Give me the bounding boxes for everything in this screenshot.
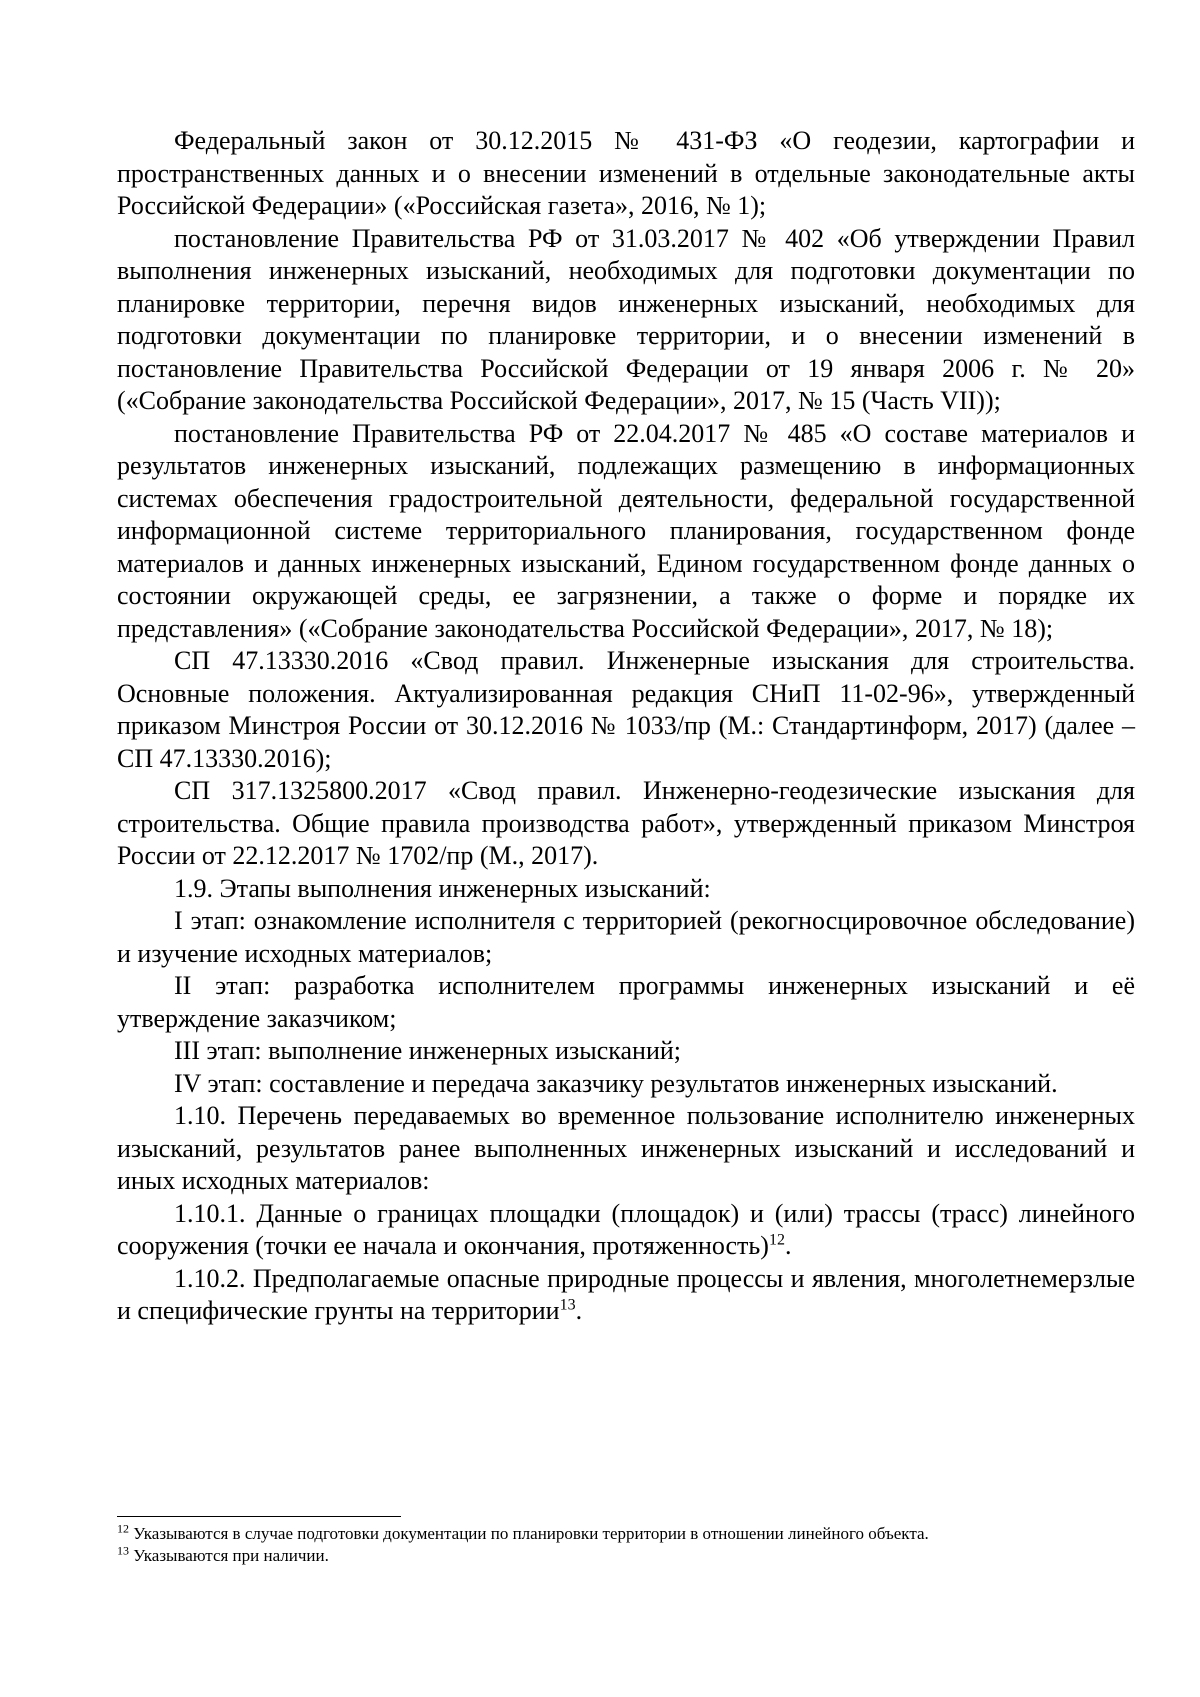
footnotes [117, 1523, 1135, 1567]
footnote-12 [117, 1523, 1135, 1545]
paragraph-stage-3 [117, 1035, 1135, 1068]
paragraph-text: постановление Правительства РФ от 31.03.2017 № 402 «Об утверждении Правил выполнения инженерных изысканий, необходимых для подготовки документации по планировке территории, перечня видов инженерных изысканий, необходимых для подготовки документации по планировке территории, и о внесении изменений в постановление Правительства Российской Федерации от 19 января 2006 г. № 20» («Собрание законодательства Российской Федерации», 2017, № 15 (Часть VII)); [117, 223, 1135, 415]
paragraph-text: СП 317.1325800.2017 «Свод правил. Инженерно-геодезические изыскания для строительства. Общие правила производства работ», утвержденный приказом Минстроя России от 22.12.2017 № 1702/пр (М., 2017). [117, 776, 1135, 870]
paragraph-text: 1.9. Этапы выполнения инженерных изысканий: [174, 873, 711, 903]
footnote-mark: 12 [117, 1521, 129, 1536]
paragraph-section-1-10 [117, 1100, 1135, 1198]
footnote-text: Указываются при наличии. [129, 1546, 329, 1565]
paragraph-text: Федеральный закон от 30.12.2015 № 431-ФЗ «О геодезии, картографии и пространственных данных и о внесении изменений в отдельные законодательные акты Российской Федерации» («Российская газета», 2016, № 1); [117, 126, 1135, 220]
footnote-reference-13[interactable]: 13 [559, 1296, 576, 1314]
footnote-13 [117, 1545, 1135, 1567]
paragraph-text: 1.10. Перечень передаваемых во временное пользование исполнителю инженерных изысканий, результатов ранее выполненных инженерных изысканий и исследований и иных исходных материалов: [117, 1101, 1135, 1195]
paragraph-text: I этап: ознакомление исполнителя с территорией (рекогносцировочное обследование) и изучение исходных материалов; [117, 906, 1135, 968]
paragraph-law-431 [117, 125, 1135, 223]
paragraph-text: III этап: выполнение инженерных изысканий; [174, 1036, 682, 1065]
paragraph-section-1-9 [117, 873, 1135, 906]
paragraph-sp-317 [117, 775, 1135, 873]
footnote-separator [117, 1516, 401, 1517]
paragraph-text: постановление Правительства РФ от 22.04.2017 № 485 «О составе материалов и результатов инженерных изысканий, подлежащих размещению в информационных системах обеспечения градостроительной деятельности, федеральной государственной информационной системе территориального планирования, государственном фонде материалов и данных инженерных изысканий, Едином государственном фонде данных о состоянии окружающей среды, ее загрязнении, а также о форме и порядке их представления» («Собрание законодательства Российской Федерации», 2017, № 18); [117, 418, 1135, 643]
footnote-mark: 13 [117, 1543, 129, 1558]
paragraph-sp-47 [117, 645, 1135, 775]
paragraph-text: СП 47.13330.2016 «Свод правил. Инженерные изыскания для строительства. Основные положения. Актуализированная редакция СНиП 11-02-96», утвержденный приказом Минстроя России от 30.12.2016 № 1033/пр (М.: Стандартинформ, 2017) (далее – СП 47.13330.2016); [117, 646, 1135, 773]
paragraph-stage-2 [117, 970, 1135, 1035]
paragraph-section-1-10-1 [117, 1198, 1135, 1263]
paragraph-tail: . [784, 1231, 792, 1260]
document-body [117, 125, 1135, 1328]
footnote-reference-12[interactable]: 12 [768, 1231, 785, 1249]
paragraph-text: IV этап: составление и передача заказчику результатов инженерных изысканий. [174, 1068, 1058, 1098]
paragraph-text: II этап: разработка исполнителем программы инженерных изысканий и её утверждение заказчиком; [117, 971, 1135, 1033]
paragraph-tail: . [575, 1296, 583, 1325]
paragraph-stage-1 [117, 905, 1135, 970]
footnote-text: Указываются в случае подготовки документации по планировки территории в отношении линейного объекта. [129, 1524, 929, 1543]
paragraph-section-1-10-2 [117, 1263, 1135, 1328]
paragraph-text: 1.10.2. Предполагаемые опасные природные процессы и явления, многолетнемерзлые и специфические грунты на территории [117, 1263, 1135, 1325]
paragraph-decree-402 [117, 223, 1135, 418]
paragraph-stage-4 [117, 1068, 1135, 1101]
paragraph-text: 1.10.1. Данные о границах площадки (площадок) и (или) трассы (трасс) линейного сооружения (точки ее начала и окончания, протяженность) [117, 1198, 1135, 1260]
paragraph-decree-485 [117, 418, 1135, 646]
